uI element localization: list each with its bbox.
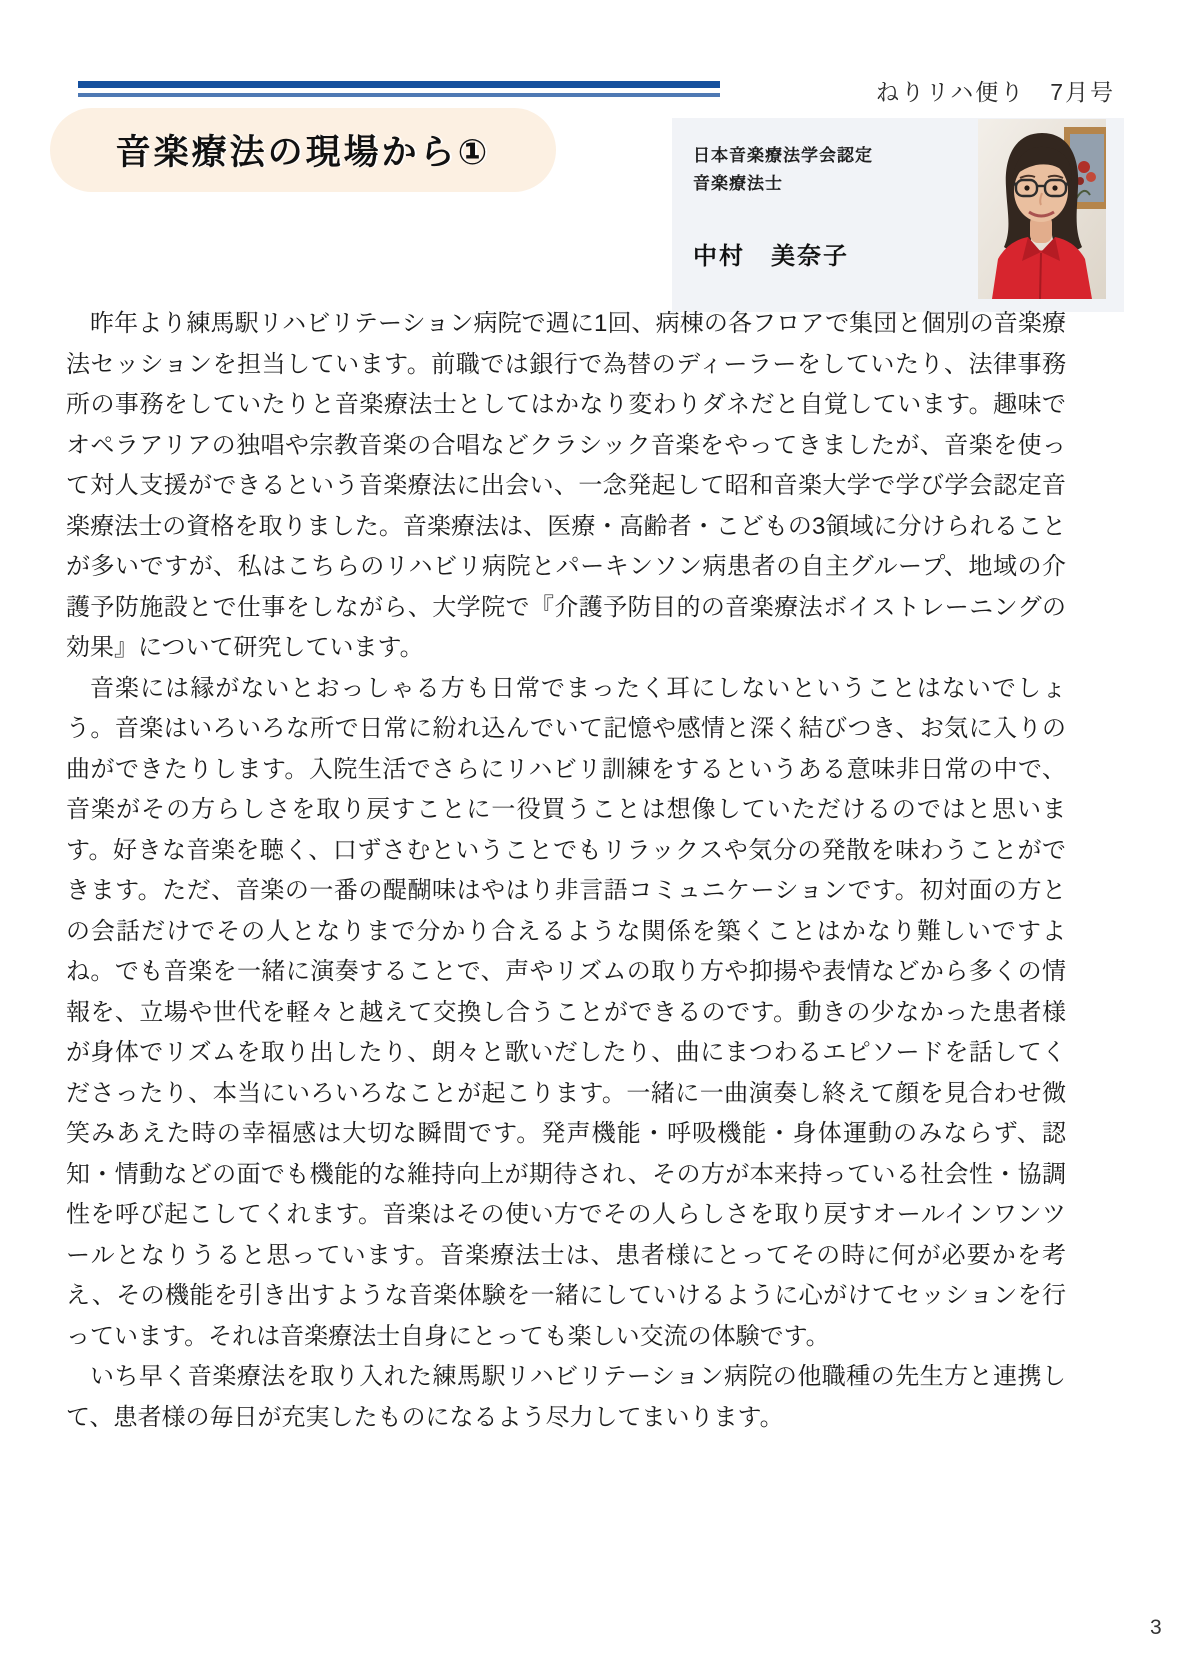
body-paragraph-1: 昨年より練馬駅リハビリテーション病院で週に1回、病棟の各フロアで集団と個別の音楽療法セッションを担当しています。前職では銀行で為替のディーラーをしていたり、法律事務所の事務をしていたりと音楽療法士としてはかなり変わりダネだと自覚しています。趣味でオペラアリアの独唱や宗教音楽の合唱などクラシック音楽をやってきましたが、音楽を使って対人支援ができるという音楽療法に出会い、一念発起して昭和音楽大学で学び学会認定音楽療法士の資格を取りました。音楽療法は、医療・高齢者・こどもの3領域に分けられることが多いですが、私はこちらのリハビリ病院とパーキンソン病患者の自主グループ、地域の介護予防施設とで仕事をしながら、大学院で『介護予防目的の音楽療法ボイストレーニングの効果』について研究しています。: [66, 310, 1066, 661]
author-portrait-illustration: [978, 119, 1106, 299]
body-paragraph-2: 音楽には縁がないとおっしゃる方も日常でまったく耳にしないということはないでしょう。音楽はいろいろな所で日常に紛れ込んでいて記憶や感情と深く結びつき、お気に入りの曲ができたりします。入院生活でさらにリハビリ訓練をするというある意味非日常の中で、音楽がその方らしさを取り戻すことに一役買うことは想像していただけるのではと思います。好きな音楽を聴く、口ずさむということでもリラックスや気分の発散を味わうことができます。ただ、音楽の一番の醍醐味はやはり非言語コミュニケーションです。初対面の方との会話だけでその人となりまで分かり合えるような関係を築くことはかなり難しいですよね。でも音楽を一緒に演奏することで、声やリズムの取り方や抑揚や表情などから多くの情報を、立場や世代を軽々と越えて交換し合うことができるのです。動きの少なかった患者様が身体でリズムを取り出したり、朗々と歌いだしたり、曲にまつわるエピソードを話してくださったり、本当にいろいろなことが起こります。一緒に一曲演奏し終えて顔を見合わせ微笑みあえた時の幸福感は大切な瞬間です。発声機能・呼吸機能・身体運動のみならず、認知・情動などの面でも機能的な維持向上が期待され、その方が本来持っている社会性・協調性を呼び起こしてくれます。音楽はその使い方でその人らしさを取り戻すオールインワンツールとなりうると思っています。音楽療法士は、患者様にとってその時に何が必要かを考え、その機能を引き出すような音楽体験を一緒にしていけるように心がけてセッションを行っています。それは音楽療法士自身にとっても楽しい交流の体験です。: [66, 674, 1066, 1350]
article-title-banner: [50, 108, 556, 192]
newsletter-issue-label: ねりリハ便り 7月号: [876, 79, 1116, 105]
author-name: 中村 美奈子: [693, 243, 849, 270]
article-body: [66, 304, 1066, 1438]
header-rule-bottom: [78, 93, 720, 97]
author-certification: [693, 142, 873, 198]
page-number: 3: [1150, 1616, 1162, 1639]
article-title: 音楽療法の現場から①: [115, 133, 491, 172]
author-certification-line2: 音楽療法士: [693, 174, 783, 193]
author-photo: [978, 119, 1106, 299]
author-certification-line1: 日本音楽療法学会認定: [693, 146, 873, 165]
body-paragraph-3: いち早く音楽療法を取り入れた練馬駅リハビリテーション病院の他職種の先生方と連携して、患者様の毎日が充実したものになるよう尽力してまいります。: [66, 1363, 1066, 1431]
header-rule-top: [78, 81, 720, 88]
author-profile-card: [672, 118, 1124, 312]
